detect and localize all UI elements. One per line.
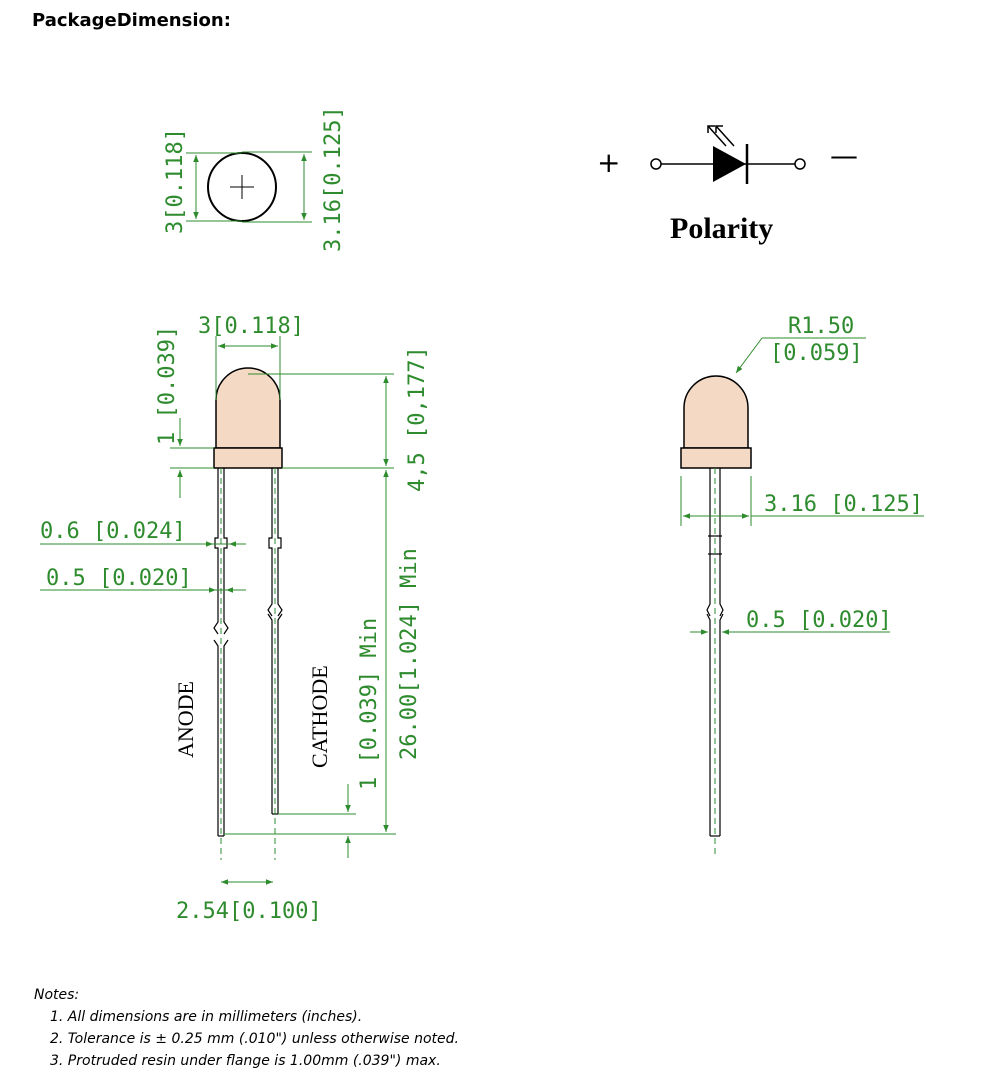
dim-side-lead: 0.5 [0.020]: [746, 608, 892, 633]
notes: [34, 984, 459, 1072]
top-view: [163, 106, 346, 252]
front-lens: [216, 368, 280, 448]
side-lens: [684, 376, 748, 448]
dim-radius: R1.50: [788, 314, 855, 339]
light-arrows-icon: [708, 126, 734, 146]
dim-body-width: 3[0.118]: [198, 314, 304, 339]
minus-sign: —: [830, 139, 858, 172]
label-anode: ANODE: [173, 681, 198, 758]
label-cathode: CATHODE: [307, 665, 332, 768]
dim-lead-width-lower: 0.5 [0.020]: [46, 566, 192, 591]
dim-lead-length: 26.00[1.024] Min: [397, 548, 422, 760]
plus-sign: +: [597, 146, 621, 179]
note-item: 2. Tolerance is ± 0.25 mm (.010") unless otherwise noted.: [50, 1031, 459, 1047]
side-flange: [681, 448, 751, 468]
diode-triangle-icon: [713, 146, 746, 182]
top-dim-left: 3[0.118]: [163, 128, 188, 234]
dim-lead-width-upper: 0.6 [0.024]: [40, 519, 186, 544]
page-title: PackageDimension:: [32, 10, 231, 31]
dim-radius-inch: [0.059]: [770, 341, 863, 366]
polarity-symbol: [597, 126, 858, 245]
notes-heading: Notes:: [34, 987, 80, 1003]
top-dim-right: 3.16[0.125]: [321, 106, 346, 252]
side-view: [681, 314, 924, 858]
front-view: [40, 314, 430, 924]
dim-lens-height: 4,5 [0,177]: [405, 346, 430, 492]
polarity-label: Polarity: [670, 212, 774, 245]
dim-flange: 1 [0.039]: [155, 325, 180, 445]
dim-cathode-offset: 1 [0.039] Min: [357, 617, 382, 790]
front-flange: [214, 448, 282, 468]
anode-terminal: [651, 159, 661, 169]
dim-flange-width: 3.16 [0.125]: [764, 492, 923, 517]
note-item: 3. Protruded resin under flange is 1.00mm (.039") max.: [50, 1053, 441, 1069]
note-item: 1. All dimensions are in millimeters (inches).: [50, 1009, 363, 1025]
cathode-terminal: [795, 159, 805, 169]
dim-pitch: 2.54[0.100]: [176, 899, 322, 924]
